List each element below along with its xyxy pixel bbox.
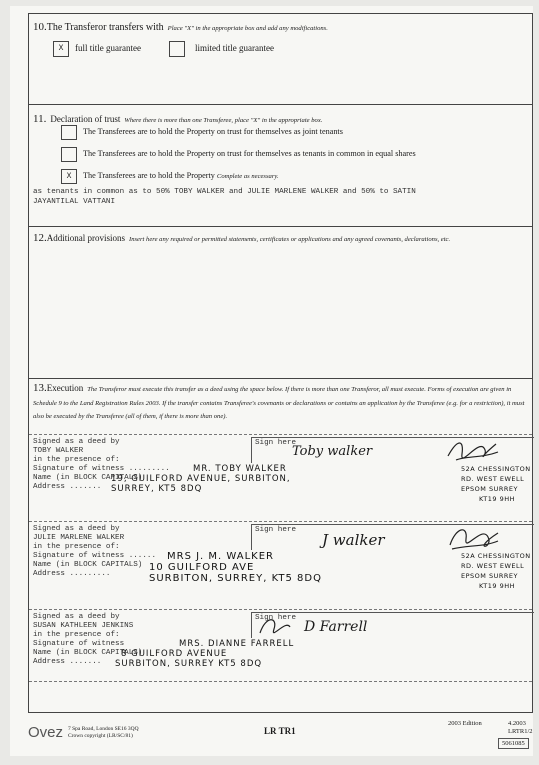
signatory-signature: Toby walker	[292, 444, 373, 459]
witness-address-line-1: 8 GUILFORD AVENUE	[121, 649, 228, 659]
witness-signature-label: Signature of witness ......	[33, 552, 157, 560]
section-11-instruction: Where there is more than one Transferee, place "X" in the appropriate box.	[124, 117, 323, 124]
form-frame	[28, 13, 533, 713]
joint-tenants-label: The Transferees are to hold the Property on trust for themselves as joint tenants	[83, 127, 343, 136]
edition-date: 4.2003	[508, 720, 526, 727]
right-address-line-1: 52A CHESSINGTON	[461, 552, 531, 560]
divider	[29, 104, 532, 105]
section-10	[29, 14, 532, 102]
section-10-instruction: Place "X" in the appropriate box and add any modifications.	[167, 25, 328, 32]
signature-box[interactable]	[251, 612, 534, 638]
tenants-in-common-label: The Transferees are to hold the Property on trust for themselves as tenants in common in equal shares	[83, 149, 416, 158]
section-13-instruction: The Transferor must execute this transfer as a deed using the space below. If there is more than one Transferor, all must execute. Forms of execution are given in Schedule 9 to the Land Registration Rules 2003. If the transfer contains Transferee's covenants or declarations or contains an application by the Transferee (e.g. for a restriction), it must also be executed by the Transferee (all of them, if there is more than one).	[33, 386, 525, 420]
sign-here-label: Sign here	[255, 526, 297, 534]
full-title-label: full title guarantee	[75, 43, 141, 53]
witness-signature-label: Signature of witness	[33, 640, 125, 648]
signature-box[interactable]	[251, 437, 534, 463]
section-11	[29, 106, 532, 224]
witness-name-value: MRS. DIANNE FARRELL	[179, 639, 295, 649]
signatory-signature: J walker	[322, 531, 385, 549]
section-13	[29, 380, 532, 430]
full-title-checkbox[interactable]: X	[53, 41, 69, 57]
section-12-number: 12.	[33, 232, 47, 244]
form-stamp-number: 5061085	[498, 738, 529, 749]
signatory-block	[29, 521, 532, 607]
witness-address-line-1: 10 GUILFORD AVE	[149, 562, 255, 573]
publisher-logo: Ovez	[28, 724, 64, 741]
section-10-number: 10.	[33, 21, 47, 33]
section-10-title: The Transferor transfers with	[46, 22, 164, 33]
copyright-notice: Crown copyright (LR/SC/81)	[68, 733, 133, 739]
right-address-line-4: KT19 9HH	[479, 582, 515, 590]
sign-here-label: Sign here	[255, 614, 297, 622]
right-address-line-2: RD. WEST EWELL	[461, 562, 525, 570]
divider	[29, 226, 532, 227]
signatory-signature: D Farrell	[304, 619, 368, 635]
document-page	[10, 6, 533, 756]
witness-address-line-2: SURBITON, SURREY, KT5 8DQ	[149, 573, 322, 584]
signature-scribble-icon	[254, 613, 297, 639]
other-trust-label: The Transferees are to hold the Property	[83, 171, 215, 180]
signatory-name: JULIE MARLENE WALKER	[33, 534, 125, 542]
signatory-block	[29, 609, 532, 699]
witness-address-line-2: SURREY, KT5 8DQ	[111, 484, 203, 494]
witness-address-line-2: SURBITON, SURREY KT5 8DQ	[115, 659, 263, 669]
witness-address-label: Address .........	[33, 570, 111, 578]
witness-signature-label: Signature of witness .........	[33, 465, 170, 473]
right-address-line-4: KT19 9HH	[479, 495, 515, 503]
witness-name-value: MRS J. M. WALKER	[167, 551, 274, 562]
section-13-title: Execution	[46, 383, 84, 393]
sign-here-label: Sign here	[255, 439, 297, 447]
form-footer	[28, 718, 533, 754]
signed-as-deed: Signed as a deed by	[33, 438, 120, 446]
right-address-line-3: EPSOM SURREY	[461, 572, 518, 580]
section-12-instruction: Insert here any required or permitted statements, certificates or applications and any agreed covenants, declarations, etc.	[129, 236, 451, 243]
witness-name-value: MR. TOBY WALKER	[193, 464, 287, 474]
witness-address-label: Address .......	[33, 658, 102, 666]
right-address-line-1: 52A CHESSINGTON	[461, 465, 531, 473]
section-13-number: 13.	[33, 382, 47, 394]
section-12	[29, 228, 532, 376]
signature-box[interactable]	[251, 524, 534, 550]
form-code: LR TR1	[264, 726, 296, 736]
limited-title-label: limited title guarantee	[195, 43, 274, 53]
section-11-number: 11.	[33, 113, 47, 125]
section-12-title: Additional provisions	[46, 233, 125, 243]
signature-scribble-icon	[442, 436, 502, 466]
signature-scribble-icon	[442, 523, 502, 553]
edition-label: 2003 Edition	[448, 720, 482, 727]
presence-label: in the presence of:	[33, 543, 120, 551]
signatory-block	[29, 434, 532, 519]
limited-title-checkbox[interactable]	[169, 41, 185, 57]
trust-typed-line-2: JAYANTILAL VATTANI	[33, 198, 116, 206]
tenants-in-common-checkbox[interactable]	[61, 147, 77, 162]
witness-name-label: Name (in BLOCK CAPITALS)	[33, 561, 143, 569]
publisher-address: 7 Spa Road, London SE16 3QQ	[68, 726, 139, 732]
trust-typed-line-1: as tenants in common as to 50% TOBY WALKER and JULIE MARLENE WALKER and 50% to SATIN	[33, 188, 416, 196]
joint-tenants-checkbox[interactable]	[61, 125, 77, 140]
other-trust-checkbox[interactable]: X	[61, 169, 77, 184]
section-11-title: Declaration of trust	[50, 114, 121, 124]
right-address-line-3: EPSOM SURREY	[461, 485, 518, 493]
presence-label: in the presence of:	[33, 631, 120, 639]
signed-as-deed: Signed as a deed by	[33, 525, 120, 533]
witness-address-label: Address .......	[33, 483, 102, 491]
witness-address-line-1: 19, GUILFORD AVENUE, SURBITON,	[111, 474, 291, 484]
witness-name-label: Name (in BLOCK CAPITALS)	[33, 649, 143, 657]
form-version: LRTR1/2	[508, 728, 533, 735]
presence-label: in the presence of:	[33, 456, 120, 464]
right-address-line-2: RD. WEST EWELL	[461, 475, 525, 483]
other-trust-instruction: Complete as necessary.	[216, 173, 279, 180]
signatory-name: TOBY WALKER	[33, 447, 84, 455]
witness-name-label: Name (in BLOCK CAPITALS)	[33, 474, 143, 482]
divider	[29, 378, 532, 379]
signatory-name: SUSAN KATHLEEN JENKINS	[33, 622, 134, 630]
signed-as-deed: Signed as a deed by	[33, 613, 120, 621]
